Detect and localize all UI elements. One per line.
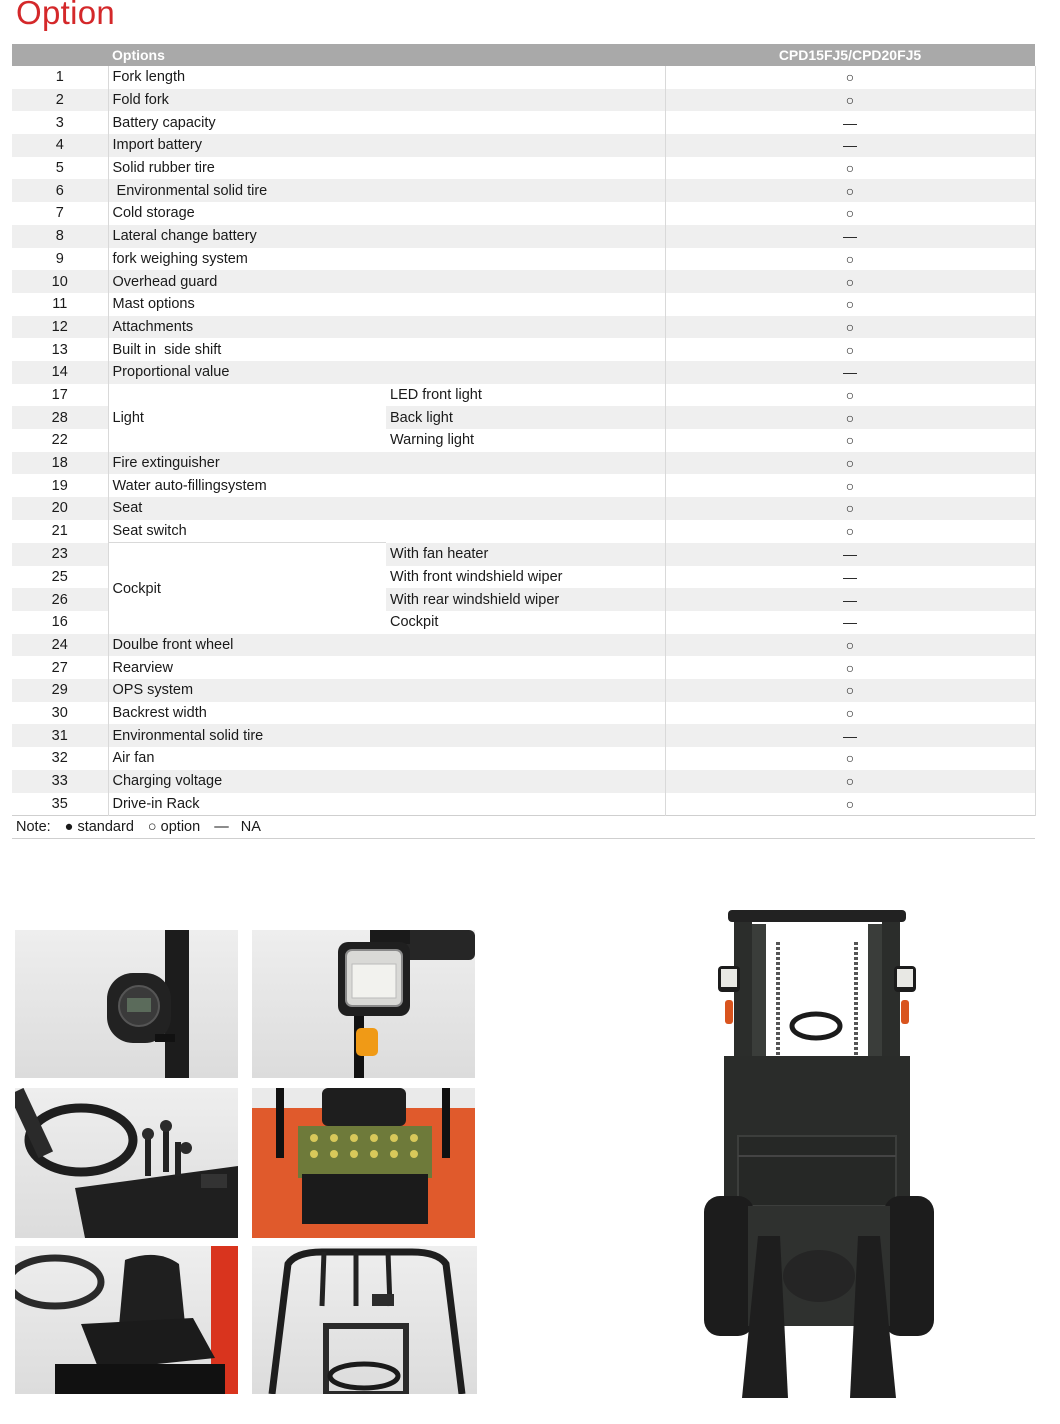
row-number: 22 bbox=[12, 429, 108, 452]
table-row bbox=[12, 679, 1035, 702]
row-name: Fire extinguisher bbox=[108, 452, 665, 475]
row-sub-name: With fan heater bbox=[386, 543, 665, 566]
photo-instrument-display bbox=[15, 930, 238, 1078]
row-name: Import battery bbox=[108, 134, 665, 157]
group-label-light: Light bbox=[108, 384, 386, 452]
row-value: ○ bbox=[665, 338, 1035, 361]
row-value: ○ bbox=[665, 179, 1035, 202]
row-value: ○ bbox=[665, 452, 1035, 475]
row-number: 23 bbox=[12, 543, 108, 566]
row-name: Environmental solid tire bbox=[108, 179, 665, 202]
row-value: — bbox=[665, 543, 1035, 566]
row-number: 17 bbox=[12, 384, 108, 407]
row-value: ○ bbox=[665, 520, 1035, 543]
row-name: Fold fork bbox=[108, 89, 665, 112]
table-row bbox=[12, 179, 1035, 202]
row-number: 13 bbox=[12, 338, 108, 361]
table-row bbox=[12, 202, 1035, 225]
row-value: ○ bbox=[665, 429, 1035, 452]
table-row bbox=[12, 474, 1035, 497]
page-title: Option bbox=[16, 0, 116, 31]
row-name: Charging voltage bbox=[108, 770, 665, 793]
row-name: Overhead guard bbox=[108, 270, 665, 293]
row-sub-name: LED front light bbox=[386, 384, 665, 407]
row-number: 28 bbox=[12, 406, 108, 429]
row-number: 12 bbox=[12, 316, 108, 339]
row-value: ○ bbox=[665, 679, 1035, 702]
row-name: Battery capacity bbox=[108, 111, 665, 134]
row-number: 26 bbox=[12, 588, 108, 611]
photo-operator-seat bbox=[15, 1246, 238, 1394]
row-value: ○ bbox=[665, 406, 1035, 429]
table-row bbox=[12, 157, 1035, 180]
row-number: 20 bbox=[12, 497, 108, 520]
table-row bbox=[12, 134, 1035, 157]
row-sub-name: Warning light bbox=[386, 429, 665, 452]
row-name: Proportional value bbox=[108, 361, 665, 384]
row-name: Seat bbox=[108, 497, 665, 520]
table-row bbox=[12, 747, 1035, 770]
group-label-cockpit: Cockpit bbox=[108, 543, 386, 634]
photo-work-light bbox=[252, 930, 475, 1078]
row-name: Lateral change battery bbox=[108, 225, 665, 248]
row-number: 31 bbox=[12, 724, 108, 747]
forklift-front-view-image bbox=[688, 906, 950, 1406]
row-number: 8 bbox=[12, 225, 108, 248]
row-number: 27 bbox=[12, 656, 108, 679]
header-no bbox=[12, 44, 108, 66]
table-row bbox=[12, 89, 1035, 112]
table-row bbox=[12, 384, 1035, 407]
row-value: ○ bbox=[665, 248, 1035, 271]
table-row bbox=[12, 225, 1035, 248]
table-row bbox=[12, 338, 1035, 361]
legend-note bbox=[12, 816, 1035, 839]
row-value: — bbox=[665, 134, 1035, 157]
row-name: Drive-in Rack bbox=[108, 793, 665, 816]
table-row bbox=[12, 361, 1035, 384]
row-sub-name: With rear windshield wiper bbox=[386, 588, 665, 611]
row-number: 3 bbox=[12, 111, 108, 134]
row-number: 24 bbox=[12, 634, 108, 657]
row-value: ○ bbox=[665, 656, 1035, 679]
row-value: ○ bbox=[665, 293, 1035, 316]
row-number: 9 bbox=[12, 248, 108, 271]
row-name: Doulbe front wheel bbox=[108, 634, 665, 657]
options-table bbox=[12, 44, 1036, 839]
table-row bbox=[12, 724, 1035, 747]
row-number: 35 bbox=[12, 793, 108, 816]
row-number: 25 bbox=[12, 566, 108, 589]
row-name: Rearview bbox=[108, 656, 665, 679]
row-number: 10 bbox=[12, 270, 108, 293]
row-value: ○ bbox=[665, 384, 1035, 407]
photo-overhead-guard bbox=[252, 1246, 477, 1394]
row-value: ○ bbox=[665, 702, 1035, 725]
photo-battery-compartment bbox=[252, 1088, 475, 1238]
table-row bbox=[12, 793, 1035, 816]
note-label: Note: bbox=[16, 819, 51, 836]
row-value: ○ bbox=[665, 66, 1035, 89]
table-row bbox=[12, 270, 1035, 293]
table-row bbox=[12, 293, 1035, 316]
table-row bbox=[12, 656, 1035, 679]
row-name: Solid rubber tire bbox=[108, 157, 665, 180]
row-value: ○ bbox=[665, 634, 1035, 657]
row-value: ○ bbox=[665, 202, 1035, 225]
row-number: 19 bbox=[12, 474, 108, 497]
row-number: 1 bbox=[12, 66, 108, 89]
row-number: 29 bbox=[12, 679, 108, 702]
header-model: CPD15FJ5/CPD20FJ5 bbox=[665, 44, 1035, 66]
table-row bbox=[12, 316, 1035, 339]
row-value: ○ bbox=[665, 89, 1035, 112]
photo-steering-controls bbox=[15, 1088, 238, 1238]
row-number: 16 bbox=[12, 611, 108, 634]
row-name: Water auto-fillingsystem bbox=[108, 474, 665, 497]
row-value: — bbox=[665, 566, 1035, 589]
note-na: — NA bbox=[214, 819, 261, 836]
row-name: Built in side shift bbox=[108, 338, 665, 361]
row-name: Backrest width bbox=[108, 702, 665, 725]
row-number: 4 bbox=[12, 134, 108, 157]
row-name: Air fan bbox=[108, 747, 665, 770]
row-value: ○ bbox=[665, 793, 1035, 816]
table-row bbox=[12, 770, 1035, 793]
row-value: — bbox=[665, 724, 1035, 747]
legend-note-row bbox=[12, 816, 1035, 839]
row-value: ○ bbox=[665, 770, 1035, 793]
row-name: fork weighing system bbox=[108, 248, 665, 271]
table-row bbox=[12, 248, 1035, 271]
row-number: 18 bbox=[12, 452, 108, 475]
row-name: Seat switch bbox=[108, 520, 665, 543]
note-option: ○ option bbox=[147, 819, 201, 836]
row-number: 7 bbox=[12, 202, 108, 225]
table-row bbox=[12, 66, 1035, 89]
table-header-row bbox=[12, 44, 1035, 66]
row-number: 30 bbox=[12, 702, 108, 725]
row-sub-name: Cockpit bbox=[386, 611, 665, 634]
table-row bbox=[12, 702, 1035, 725]
note-standard: ● standard bbox=[64, 819, 134, 836]
row-sub-name: With front windshield wiper bbox=[386, 566, 665, 589]
row-value: ○ bbox=[665, 497, 1035, 520]
row-name: OPS system bbox=[108, 679, 665, 702]
row-number: 6 bbox=[12, 179, 108, 202]
row-value: ○ bbox=[665, 474, 1035, 497]
table-row bbox=[12, 497, 1035, 520]
row-number: 33 bbox=[12, 770, 108, 793]
table-row bbox=[12, 543, 1035, 566]
row-number: 14 bbox=[12, 361, 108, 384]
row-value: ○ bbox=[665, 747, 1035, 770]
table-row bbox=[12, 520, 1035, 543]
row-number: 11 bbox=[12, 293, 108, 316]
row-value: ○ bbox=[665, 316, 1035, 339]
row-number: 21 bbox=[12, 520, 108, 543]
row-value: — bbox=[665, 225, 1035, 248]
row-value: — bbox=[665, 588, 1035, 611]
row-number: 5 bbox=[12, 157, 108, 180]
row-number: 32 bbox=[12, 747, 108, 770]
row-name: Attachments bbox=[108, 316, 665, 339]
row-value: — bbox=[665, 111, 1035, 134]
row-name: Environmental solid tire bbox=[108, 724, 665, 747]
row-value: — bbox=[665, 361, 1035, 384]
row-name: Mast options bbox=[108, 293, 665, 316]
row-name: Cold storage bbox=[108, 202, 665, 225]
table-row bbox=[12, 452, 1035, 475]
table-row bbox=[12, 111, 1035, 134]
table-row bbox=[12, 634, 1035, 657]
row-number: 2 bbox=[12, 89, 108, 112]
row-value: ○ bbox=[665, 157, 1035, 180]
row-value: — bbox=[665, 611, 1035, 634]
row-sub-name: Back light bbox=[386, 406, 665, 429]
row-value: ○ bbox=[665, 270, 1035, 293]
header-options: Options bbox=[108, 44, 665, 66]
row-name: Fork length bbox=[108, 66, 665, 89]
